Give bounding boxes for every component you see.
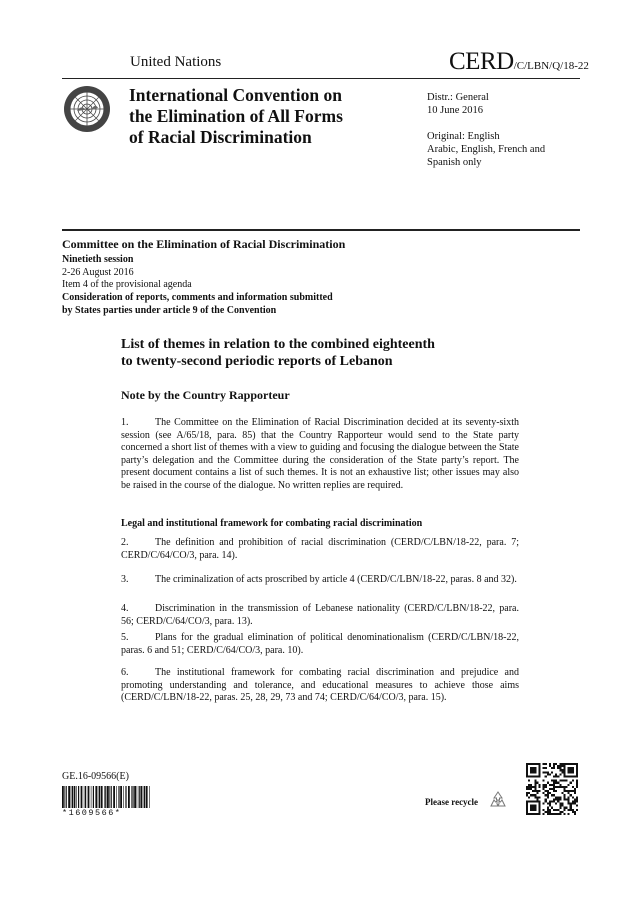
note-title: Note by the Country Rapporteur bbox=[121, 388, 290, 402]
barcode-icon bbox=[62, 786, 150, 808]
original-language: Original: English bbox=[427, 131, 500, 142]
session-name: Ninetieth session bbox=[62, 254, 134, 265]
agenda-title bbox=[62, 291, 462, 317]
paragraph-text: The institutional framework for combating racial discrimination and prejudice and promoting understanding and tolerance, and educational measures to achieve those aims (CERD/C/LBN/18-22, paras. 25, 28, 29, 73 and 74; CERD/C/64/CO/3, para. 15). bbox=[121, 667, 519, 704]
paragraph bbox=[121, 574, 519, 587]
paragraph bbox=[121, 667, 519, 705]
un-emblem-icon bbox=[63, 85, 111, 133]
paragraph-number: 6. bbox=[121, 667, 129, 678]
paragraph-number: 2. bbox=[121, 537, 129, 548]
paragraph-number: 5. bbox=[121, 632, 129, 643]
paragraph-text: The Committee on the Elimination of Racial Discrimination decided at its seventy-sixth session (see A/65/18, para. 85) that the Country Rapporteur would send to the State party concerned a short list of themes with a view to guiding and focusing the dialogue between the State party’s delegation and the Committee during the consideration of the State party’s report. The present document contains a list of such themes. It is not an exhaustive list; other issues may also be raised in the course of the dialogue. No written replies are required. bbox=[121, 417, 519, 491]
paragraph-number: 4. bbox=[121, 603, 129, 614]
paragraph-number: 3. bbox=[121, 574, 129, 585]
convention-title-line: of Racial Discrimination bbox=[129, 127, 312, 147]
convention-title bbox=[129, 85, 414, 148]
org-name: United Nations bbox=[130, 54, 222, 70]
distribution-label: Distr.: General bbox=[427, 92, 489, 103]
agenda-item: Item 4 of the provisional agenda bbox=[62, 279, 192, 290]
languages-line: Spanish only bbox=[427, 157, 482, 168]
qr-code-icon bbox=[526, 763, 578, 815]
languages bbox=[427, 143, 567, 169]
recycle-icon bbox=[488, 790, 508, 810]
committee-name: Committee on the Elimination of Racial Discrimination bbox=[62, 237, 346, 251]
paragraph-text: The criminalization of acts proscribed by article 4 (CERD/C/LBN/18-22, paras. 8 and 32). bbox=[155, 574, 517, 585]
convention-title-line: the Elimination of All Forms bbox=[129, 106, 343, 126]
symbol-main: CERD bbox=[449, 48, 514, 75]
section-heading: Legal and institutional framework for combating racial discrimination bbox=[121, 518, 423, 529]
paragraph-number: 1. bbox=[121, 417, 129, 428]
paragraph bbox=[121, 603, 519, 628]
paragraph bbox=[121, 417, 519, 493]
document-symbol bbox=[449, 48, 589, 76]
issue-date: 10 June 2016 bbox=[427, 105, 483, 116]
header-rule bbox=[62, 78, 580, 79]
recycle-text: Please recycle bbox=[425, 797, 479, 807]
barcode-digits: *1609566* bbox=[62, 808, 122, 818]
paragraph bbox=[121, 537, 519, 562]
ge-code: GE.16-09566(E) bbox=[62, 771, 129, 782]
symbol-sub: /C/LBN/Q/18-22 bbox=[513, 60, 589, 72]
agenda-title-line: Consideration of reports, comments and information submitted bbox=[62, 292, 333, 303]
document-title-line: List of themes in relation to the combined eighteenth bbox=[121, 337, 435, 352]
document-title bbox=[121, 336, 501, 370]
section-rule bbox=[62, 229, 580, 231]
convention-title-line: International Convention on bbox=[129, 85, 342, 105]
languages-line: Arabic, English, French and bbox=[427, 144, 546, 155]
paragraph-text: Plans for the gradual elimination of political denominationalism (CERD/C/LBN/18-22, paras. 6 and 51; CERD/C/64/CO/3, para. 10). bbox=[121, 632, 519, 656]
agenda-title-line: by States parties under article 9 of the Convention bbox=[62, 305, 277, 316]
paragraph bbox=[121, 632, 519, 657]
session-dates: 2-26 August 2016 bbox=[62, 267, 134, 278]
document-title-line: to twenty-second periodic reports of Lebanon bbox=[121, 354, 393, 369]
paragraph-text: The definition and prohibition of racial discrimination (CERD/C/LBN/18-22, para. 7; CERD/C/64/CO/3, para. 14). bbox=[121, 537, 519, 561]
paragraph-text: Discrimination in the transmission of Lebanese nationality (CERD/C/LBN/18-22, para. 56; CERD/C/64/CO/3, para. 13). bbox=[121, 603, 519, 627]
